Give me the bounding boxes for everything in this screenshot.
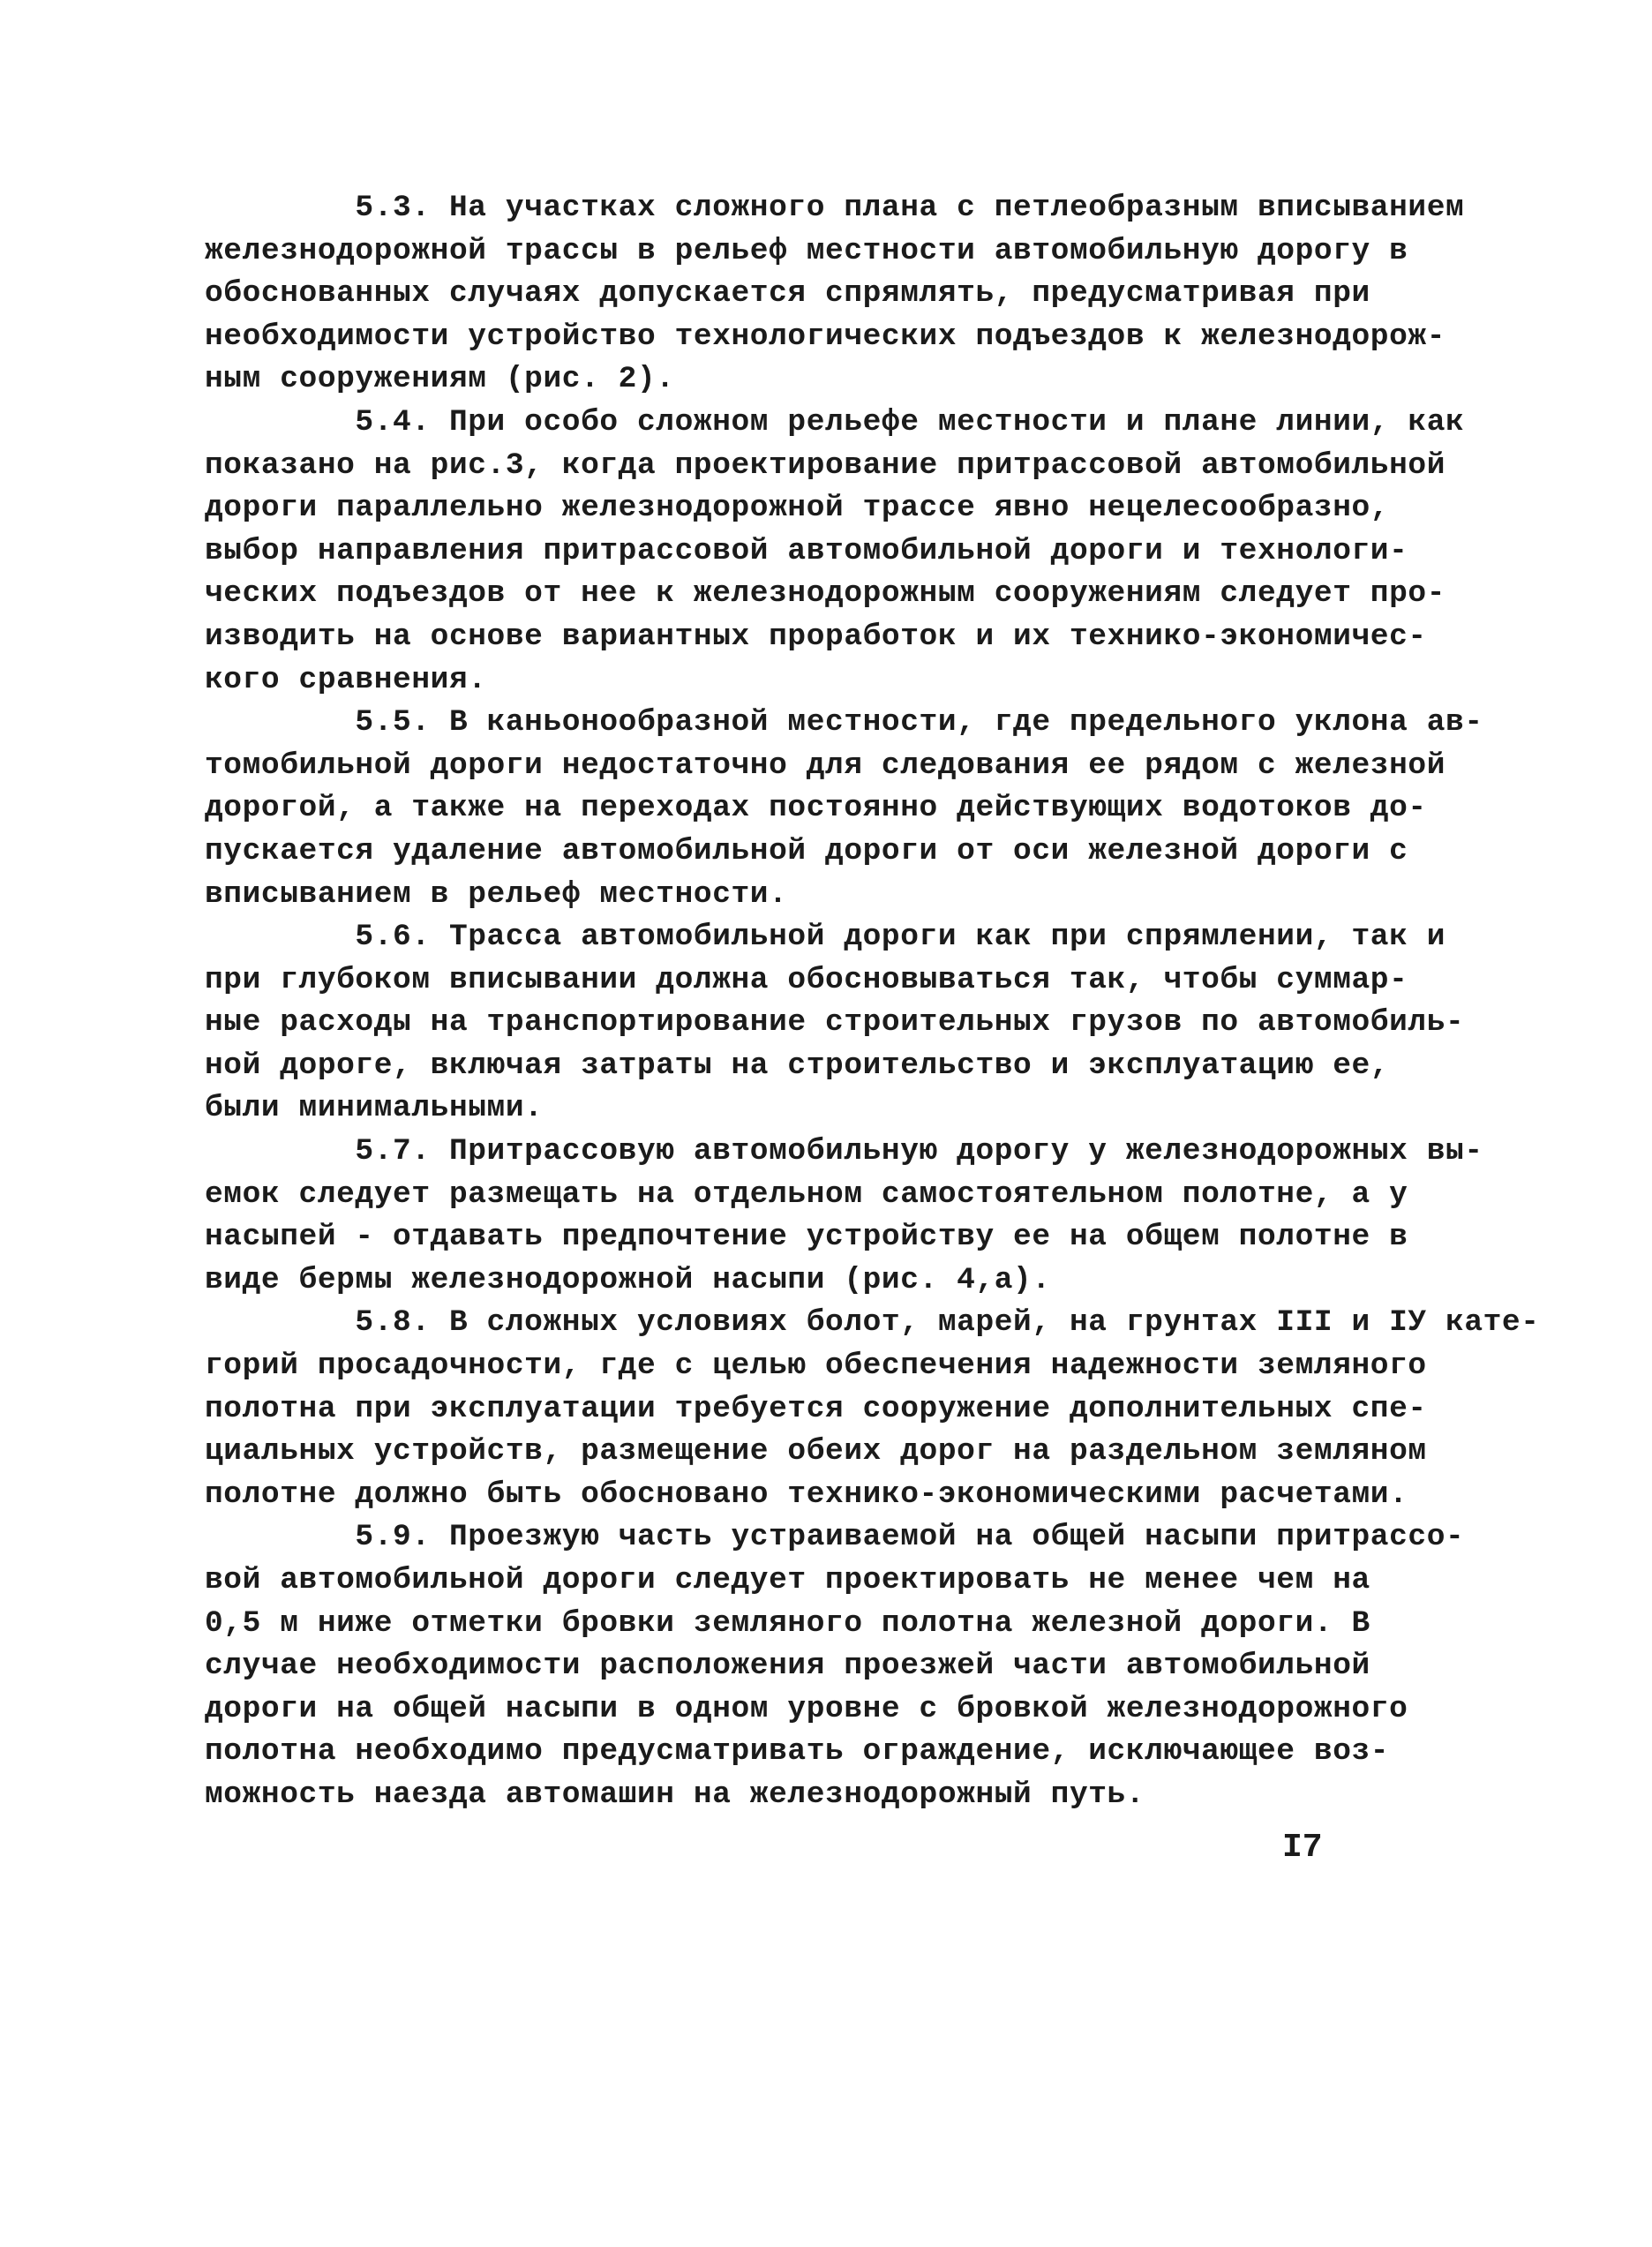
text-line: емок следует размещать на отдельном самостоятельном полотне, а у	[205, 1176, 1408, 1212]
paragraph-5-9	[205, 1516, 1465, 1816]
text-line: ные расходы на транспортирование строительных грузов по автомобиль-	[205, 1005, 1465, 1041]
body-text	[205, 187, 1540, 1817]
text-line: случае необходимости расположения проезжей части автомобильной	[205, 1649, 1370, 1684]
text-line: кого сравнения.	[205, 662, 487, 697]
paragraph-5-8	[205, 1302, 1540, 1516]
text-line: 5.4. При особо сложном рельефе местности и плане линии, как	[205, 404, 1465, 440]
text-line: 5.9. Проезжую часть устраиваемой на общей насыпи притрассо-	[205, 1520, 1465, 1555]
text-line: полотна при эксплуатации требуется сооружение дополнительных спе-	[205, 1391, 1427, 1426]
text-line: полотне должно быть обосновано технико-экономическими расчетами.	[205, 1477, 1408, 1512]
text-line: необходимости устройство технологических подъездов к железнодорож-	[205, 319, 1446, 354]
text-line: обоснованных случаях допускается спрямлять, предусматривая при	[205, 276, 1370, 312]
text-line: можность наезда автомашин на железнодорожный путь.	[205, 1777, 1145, 1812]
text-line: были минимальными.	[205, 1091, 544, 1126]
text-line: ной дороге, включая затраты на строительство и эксплуатацию ее,	[205, 1048, 1390, 1083]
text-line: 5.3. На участках сложного плана с петлеобразным вписыванием	[205, 191, 1465, 225]
paragraph-5-5	[205, 702, 1483, 916]
text-line: 5.6. Трасса автомобильной дороги как при спрямлении, так и	[205, 920, 1446, 955]
text-line: пускается удаление автомобильной дороги от оси железной дороги с	[205, 833, 1408, 868]
text-line: насыпей - отдавать предпочтение устройству ее на общем полотне в	[205, 1220, 1408, 1255]
text-line: полотна необходимо предусматривать ограждение, исключающее воз-	[205, 1734, 1390, 1770]
page-number: I7	[1282, 1829, 1323, 1867]
text-line: изводить на основе вариантных проработок и их технико-экономичес-	[205, 619, 1427, 654]
paragraph-5-7	[205, 1131, 1483, 1302]
text-line: 5.5. В каньонообразной местности, где предельного уклона ав-	[205, 705, 1483, 740]
text-line: вписыванием в рельеф местности.	[205, 876, 788, 912]
text-line: дороги на общей насыпи в одном уровне с бровкой железнодорожного	[205, 1691, 1408, 1726]
text-line: 5.7. Притрассовую автомобильную дорогу у железнодорожных вы-	[205, 1134, 1483, 1169]
paragraph-5-6	[205, 916, 1465, 1131]
text-line: виде бермы железнодорожной насыпи (рис. 4,а).	[205, 1262, 1051, 1297]
text-line: томобильной дороги недостаточно для следования ее рядом с железной	[205, 748, 1446, 783]
text-line: 5.8. В сложных условиях болот, марей, на грунтах III и IУ кате-	[205, 1305, 1540, 1341]
text-line: железнодорожной трассы в рельеф местности автомобильную дорогу в	[205, 233, 1408, 268]
text-line: ческих подъездов от нее к железнодорожным сооружениям следует про-	[205, 576, 1446, 612]
text-line: показано на рис.3, когда проектирование притрассовой автомобильной	[205, 447, 1446, 483]
text-line: дорогой, а также на переходах постоянно действующих водотоков до-	[205, 791, 1427, 826]
text-line: дороги параллельно железнодорожной трассе явно нецелесообразно,	[205, 491, 1390, 526]
paragraph-5-4	[205, 402, 1465, 702]
text-line: выбор направления притрассовой автомобильной дороги и технологи-	[205, 533, 1408, 568]
text-line: горий просадочности, где с целью обеспечения надежности земляного	[205, 1349, 1427, 1384]
text-line: 0,5 м ниже отметки бровки земляного полотна железной дороги. В	[205, 1605, 1370, 1641]
text-line: вой автомобильной дороги следует проектировать не менее чем на	[205, 1563, 1370, 1597]
text-line: ным сооружениям (рис. 2).	[205, 362, 675, 397]
text-line: при глубоком вписывании должна обосновываться так, чтобы суммар-	[205, 962, 1408, 997]
paragraph-5-3	[205, 187, 1465, 402]
text-line: циальных устройств, размещение обеих дорог на раздельном земляном	[205, 1434, 1427, 1469]
